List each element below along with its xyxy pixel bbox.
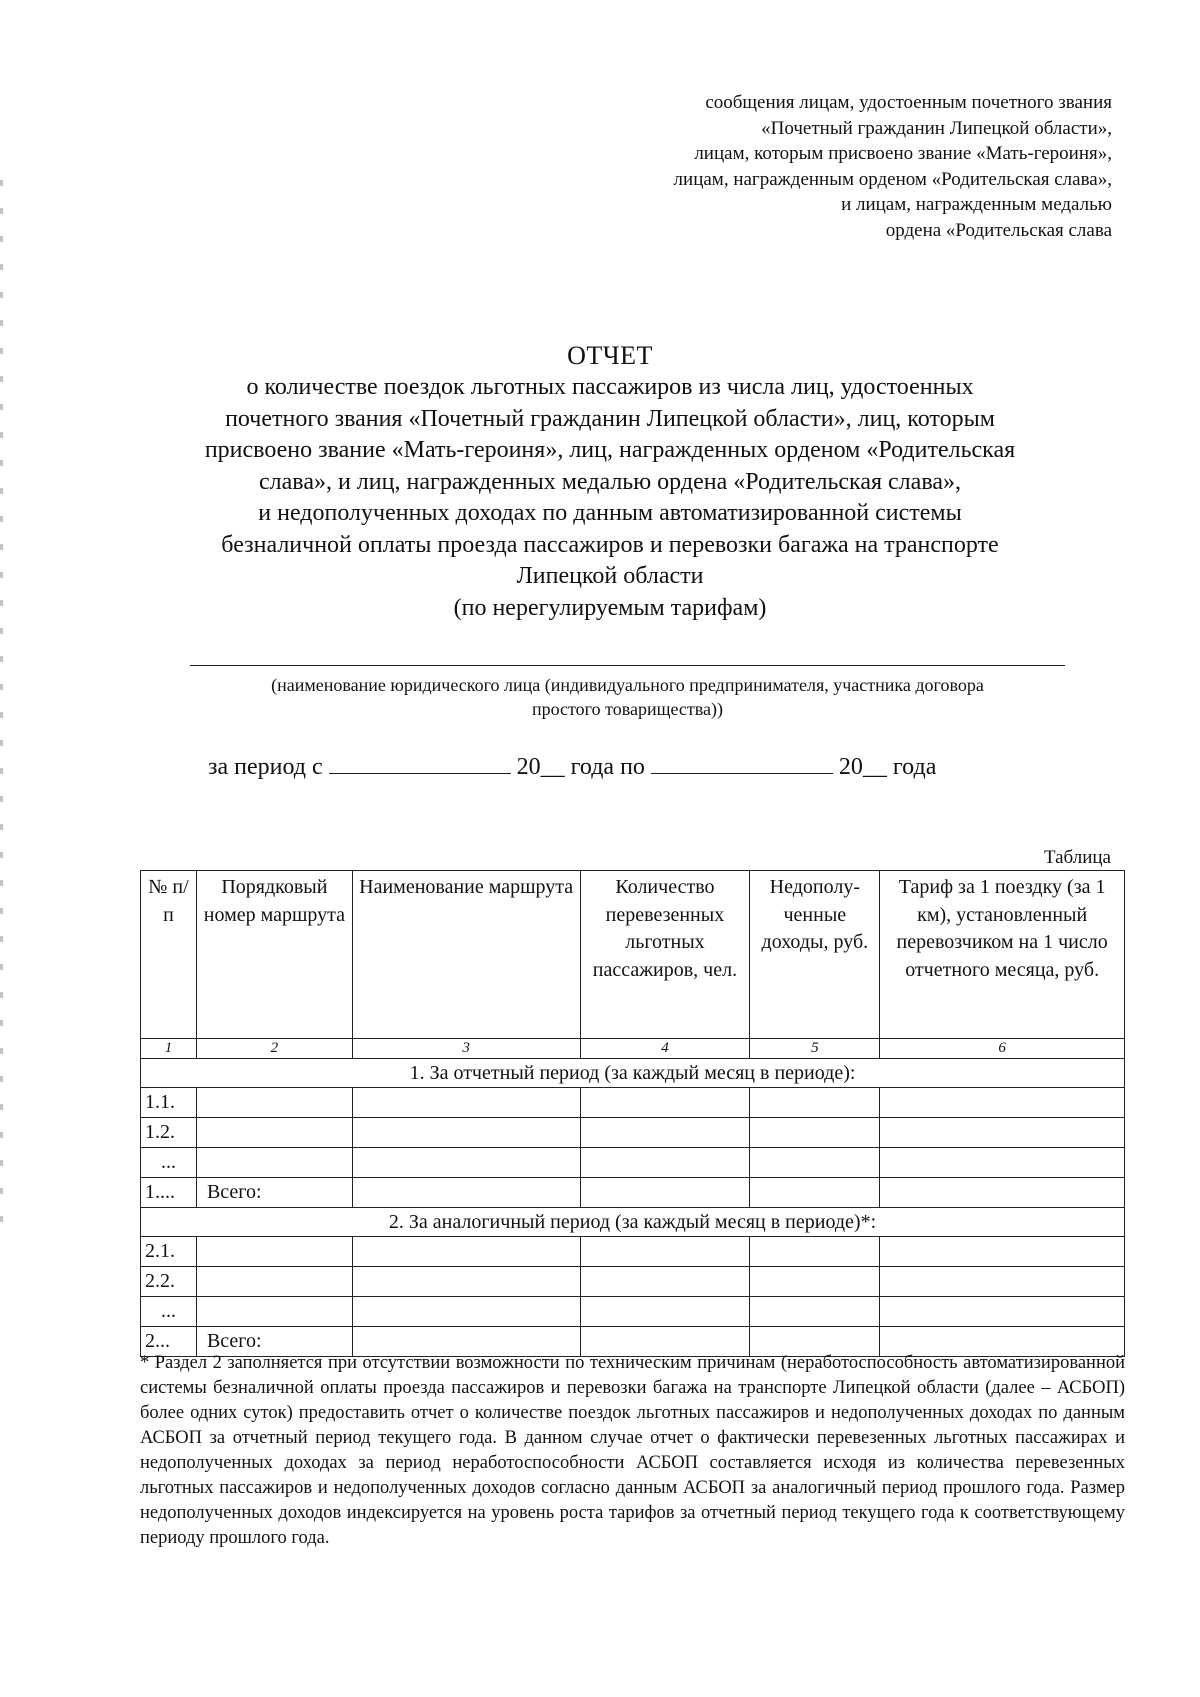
row-num: 1.2. bbox=[141, 1118, 197, 1148]
cell-route-name[interactable] bbox=[352, 1118, 580, 1148]
col-number: 2 bbox=[196, 1039, 352, 1059]
cell-passengers[interactable] bbox=[580, 1267, 750, 1297]
period-year-start: 20__ года по bbox=[516, 754, 645, 780]
col-number: 4 bbox=[580, 1039, 750, 1059]
cell-route-number[interactable] bbox=[196, 1088, 352, 1118]
cell-lost-revenue[interactable] bbox=[750, 1237, 880, 1267]
header-line: ордена «Родительская слава bbox=[885, 219, 1112, 241]
report-table bbox=[140, 870, 1125, 1357]
row-num: 2.2. bbox=[141, 1267, 197, 1297]
title-main: ОТЧЕТ bbox=[567, 341, 653, 370]
period-year-end: 20__ года bbox=[838, 754, 937, 780]
cell-route-name[interactable] bbox=[352, 1237, 580, 1267]
period-line bbox=[208, 753, 936, 781]
row-num: 2... bbox=[141, 1327, 197, 1357]
header-line: сообщения лицам, удостоенным почетного звания bbox=[705, 92, 1112, 113]
col-number: 3 bbox=[352, 1039, 580, 1059]
table-row bbox=[141, 1237, 1125, 1267]
table-label: Таблица bbox=[1043, 847, 1111, 868]
cell-route-name[interactable] bbox=[352, 1088, 580, 1118]
row-num: 1.1. bbox=[141, 1088, 197, 1118]
cell-route-number[interactable] bbox=[196, 1297, 352, 1327]
header-tariff: Тариф за 1 поездку (за 1 км), установленный перевозчиком на 1 число отчетного месяца, руб. bbox=[880, 871, 1125, 1039]
cell-route-name[interactable] bbox=[352, 1267, 580, 1297]
table-row bbox=[141, 1297, 1125, 1327]
cell-total-label: Всего: bbox=[196, 1327, 352, 1357]
header-line: «Почетный гражданин Липецкой области», bbox=[761, 117, 1112, 139]
cell-route-name[interactable] bbox=[352, 1297, 580, 1327]
header-line: лицам, которым присвоено звание «Мать-героиня», bbox=[694, 143, 1112, 164]
cell-tariff[interactable] bbox=[880, 1297, 1125, 1327]
report-title bbox=[110, 340, 1110, 624]
row-num: ... bbox=[141, 1148, 197, 1178]
row-num: 2.1. bbox=[141, 1237, 197, 1267]
org-name-blank-line[interactable] bbox=[190, 665, 1065, 666]
col-number: 6 bbox=[880, 1039, 1125, 1059]
caption-line: простого товарищества)) bbox=[531, 699, 724, 719]
header-line: лицам, награжденным орденом «Родительская слава», bbox=[673, 168, 1112, 190]
table-row bbox=[141, 1118, 1125, 1148]
cell-route-number[interactable] bbox=[196, 1148, 352, 1178]
title-line: слава», и лиц, награжденных медалью ордена «Родительская слава», bbox=[259, 468, 961, 495]
cell-route-number[interactable] bbox=[196, 1237, 352, 1267]
title-line: безналичной оплаты проезда пассажиров и перевозки багажа на транспорте bbox=[221, 531, 999, 558]
header-passenger-count: Количество перевезенных льготных пассажиров, чел. bbox=[580, 871, 750, 1039]
cell-passengers[interactable] bbox=[580, 1178, 750, 1208]
cell-total-label: Всего: bbox=[196, 1178, 352, 1208]
header-route-name: Наименование маршрута bbox=[352, 871, 580, 1039]
period-start-blank[interactable] bbox=[329, 753, 511, 774]
cell-tariff[interactable] bbox=[880, 1267, 1125, 1297]
cell-lost-revenue[interactable] bbox=[750, 1088, 880, 1118]
period-prefix: за период с bbox=[208, 754, 323, 780]
org-name-caption bbox=[140, 673, 1115, 721]
section-title: 1. За отчетный период (за каждый месяц в периоде): bbox=[141, 1059, 1125, 1088]
cell-lost-revenue[interactable] bbox=[750, 1148, 880, 1178]
section-title: 2. За аналогичный период (за каждый месяц в периоде)*: bbox=[141, 1208, 1125, 1237]
cell-tariff[interactable] bbox=[880, 1148, 1125, 1178]
cell-passengers[interactable] bbox=[580, 1237, 750, 1267]
header-num: № п/п bbox=[141, 871, 197, 1039]
cell-passengers[interactable] bbox=[580, 1118, 750, 1148]
title-line: о количестве поездок льготных пассажиров из числа лиц, удостоенных bbox=[246, 374, 974, 400]
table-row bbox=[141, 1088, 1125, 1118]
table-row-total bbox=[141, 1178, 1125, 1208]
cell-tariff[interactable] bbox=[880, 1118, 1125, 1148]
period-end-blank[interactable] bbox=[651, 753, 833, 774]
row-num: 1.... bbox=[141, 1178, 197, 1208]
cell-lost-revenue[interactable] bbox=[750, 1267, 880, 1297]
cell-route-number[interactable] bbox=[196, 1267, 352, 1297]
table-row bbox=[141, 1267, 1125, 1297]
cell-route-name[interactable] bbox=[352, 1178, 580, 1208]
header-lost-revenue: Недополу-ченные доходы, руб. bbox=[750, 871, 880, 1039]
cell-tariff[interactable] bbox=[880, 1178, 1125, 1208]
cell-route-name[interactable] bbox=[352, 1148, 580, 1178]
caption-line: (наименование юридического лица (индивидуального предпринимателя, участника договора bbox=[271, 675, 984, 695]
cell-tariff[interactable] bbox=[880, 1088, 1125, 1118]
header-route-number: Порядковый номер маршрута bbox=[196, 871, 352, 1039]
footnote: * Раздел 2 заполняется при отсутствии возможности по техническим причинам (неработоспособность автоматизированной системы безналичной оплаты проезда пассажиров и перевозки багажа на транспорте Липецкой области (далее – АСБОП) более одних суток) предоставить отчет о количестве поездок льготных пассажиров и недополученных доходах по данным АСБОП за отчетный период текущего года. В данном случае отчет о фактически перевезенных льготных пассажирах и недополученных доходах за период неработоспособности АСБОП составляется исходя из количества перевезенных льготных пассажиров и недополученных доходов согласно данным АСБОП за аналогичный период прошлого года. Размер недополученных доходов индексируется на уровень роста тарифов за отчетный период текущего года к соответствующему периоду прошлого года. bbox=[140, 1353, 1125, 1548]
header-line: и лицам, награжденным медалью bbox=[841, 194, 1112, 215]
header-continuation bbox=[552, 90, 1112, 243]
title-line: присвоено звание «Мать-героиня», лиц, награжденных орденом «Родительская bbox=[204, 437, 1016, 463]
cell-route-number[interactable] bbox=[196, 1118, 352, 1148]
scan-margin-marks bbox=[0, 180, 3, 1230]
table-row bbox=[141, 1148, 1125, 1178]
title-line: (по нерегулируемым тарифам) bbox=[453, 594, 767, 621]
cell-lost-revenue[interactable] bbox=[750, 1297, 880, 1327]
row-num: ... bbox=[141, 1297, 197, 1327]
cell-lost-revenue[interactable] bbox=[750, 1178, 880, 1208]
cell-passengers[interactable] bbox=[580, 1088, 750, 1118]
title-line: и недополученных доходах по данным автоматизированной системы bbox=[258, 500, 962, 526]
cell-passengers[interactable] bbox=[580, 1148, 750, 1178]
col-number: 5 bbox=[750, 1039, 880, 1059]
title-line: почетного звания «Почетный гражданин Липецкой области», лиц, которым bbox=[225, 405, 995, 432]
cell-passengers[interactable] bbox=[580, 1297, 750, 1327]
cell-lost-revenue[interactable] bbox=[750, 1118, 880, 1148]
cell-tariff[interactable] bbox=[880, 1237, 1125, 1267]
title-line: Липецкой области bbox=[516, 563, 704, 589]
col-number: 1 bbox=[141, 1039, 197, 1059]
